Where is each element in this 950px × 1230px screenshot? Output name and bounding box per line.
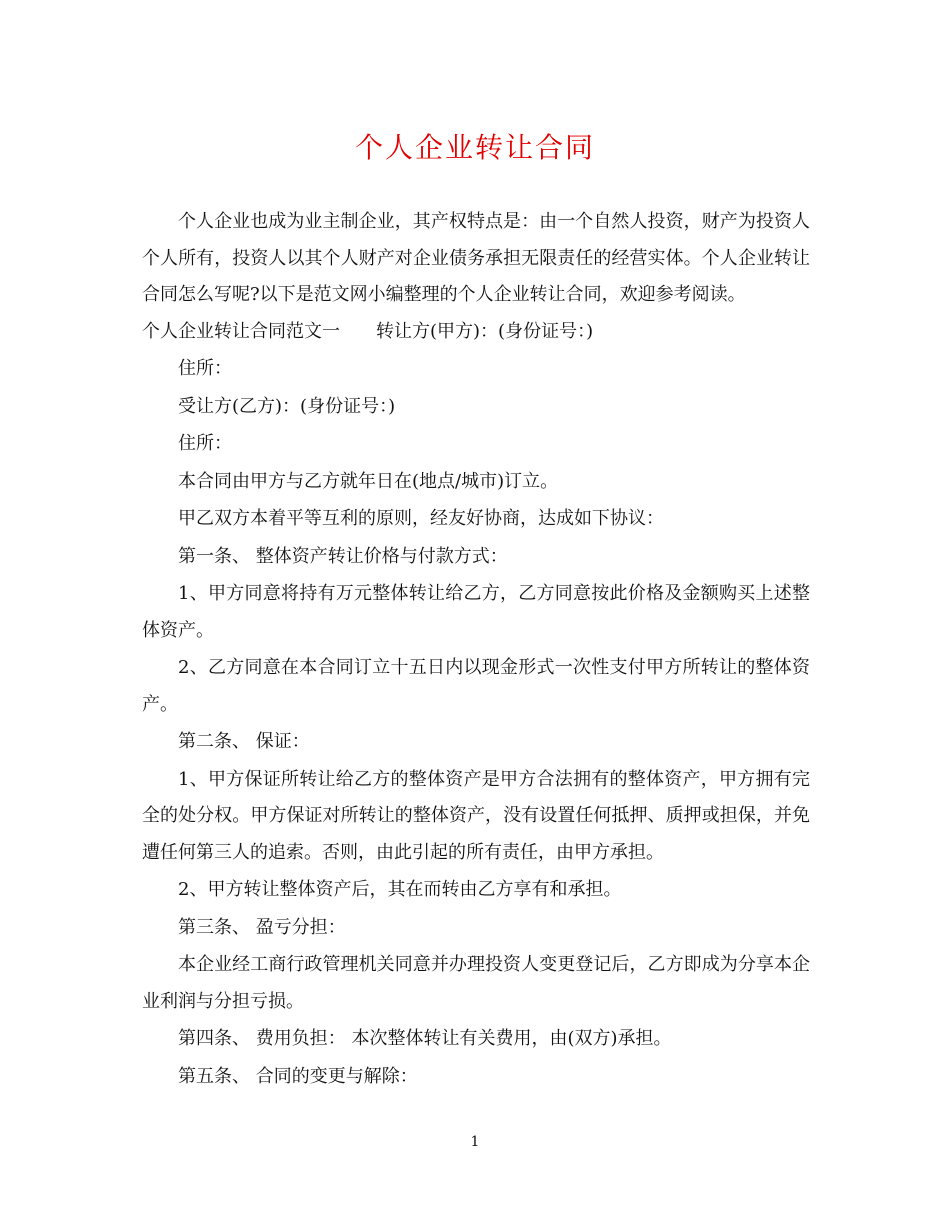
contract-place-paragraph: 本合同由甲方与乙方就年日在(地点/城市)订立。 (178, 470, 559, 492)
transferor-address: 住所： (178, 358, 232, 379)
article-2-clause-1: 1、甲方保证所转让给乙方的整体资产是甲方合法拥有的整体资产，甲方拥有完全的处分权。甲方保证对所转让的整体资产，没有设置任何抵押、质押或担保，并免遭任何第三人的追索。否则，由此引起的所有责任，由甲方承担。 (142, 768, 810, 863)
article-1-heading: 第一条、 整体资产转让价格与付款方式： (178, 545, 508, 567)
article-4-heading: 第四条、 费用负担： 本次整体转让有关费用，由(双方)承担。 (178, 1028, 672, 1049)
article-3-paragraph: 本企业经工商行政管理机关同意并办理投资人变更登记后，乙方即成为分享本企业利润与分担亏损。 (142, 954, 810, 1012)
article-1-clause-1: 1、甲方同意将持有万元整体转让给乙方，乙方同意按此价格及金额购买上述整体资产。 (142, 583, 810, 641)
page-number: 1 (470, 1134, 480, 1150)
sample-heading-line (142, 314, 810, 351)
article-1-clause-2: 2、乙方同意在本合同订立十五日内以现金形式一次性支付甲方所转让的整体资产。 (142, 657, 810, 715)
intro-paragraph: 个人企业也成为业主制企业，其产权特点是：由一个自然人投资，财产为投资人个人所有，投资人以其个人财产对企业债务承担无限责任的经营实体。个人企业转让合同怎么写呢?以下是范文网小编整理的个人企业转让合同，欢迎参考阅读。 (142, 211, 810, 305)
document-title: 个人企业转让合同 (354, 131, 595, 164)
agreement-paragraph: 甲乙双方本着平等互利的原则，经友好协商，达成如下协议： (178, 508, 664, 529)
article-2-clause-2: 2、甲方转让整体资产后，其在而转由乙方享有和承担。 (178, 879, 622, 900)
article-3-heading: 第三条、 盈亏分担： (178, 916, 346, 938)
document-body (142, 204, 810, 1095)
transferor-line: 转让方(甲方)：(身份证号：) (376, 320, 594, 342)
transferee-address: 住所： (178, 433, 232, 454)
article-2-heading: 第二条、 保证： (178, 731, 310, 752)
sample-heading: 个人企业转让合同范文一 (142, 320, 340, 342)
article-5-heading: 第五条、 合同的变更与解除： (178, 1065, 418, 1087)
transferee-line: 受让方(乙方)：(身份证号：) (178, 395, 396, 417)
